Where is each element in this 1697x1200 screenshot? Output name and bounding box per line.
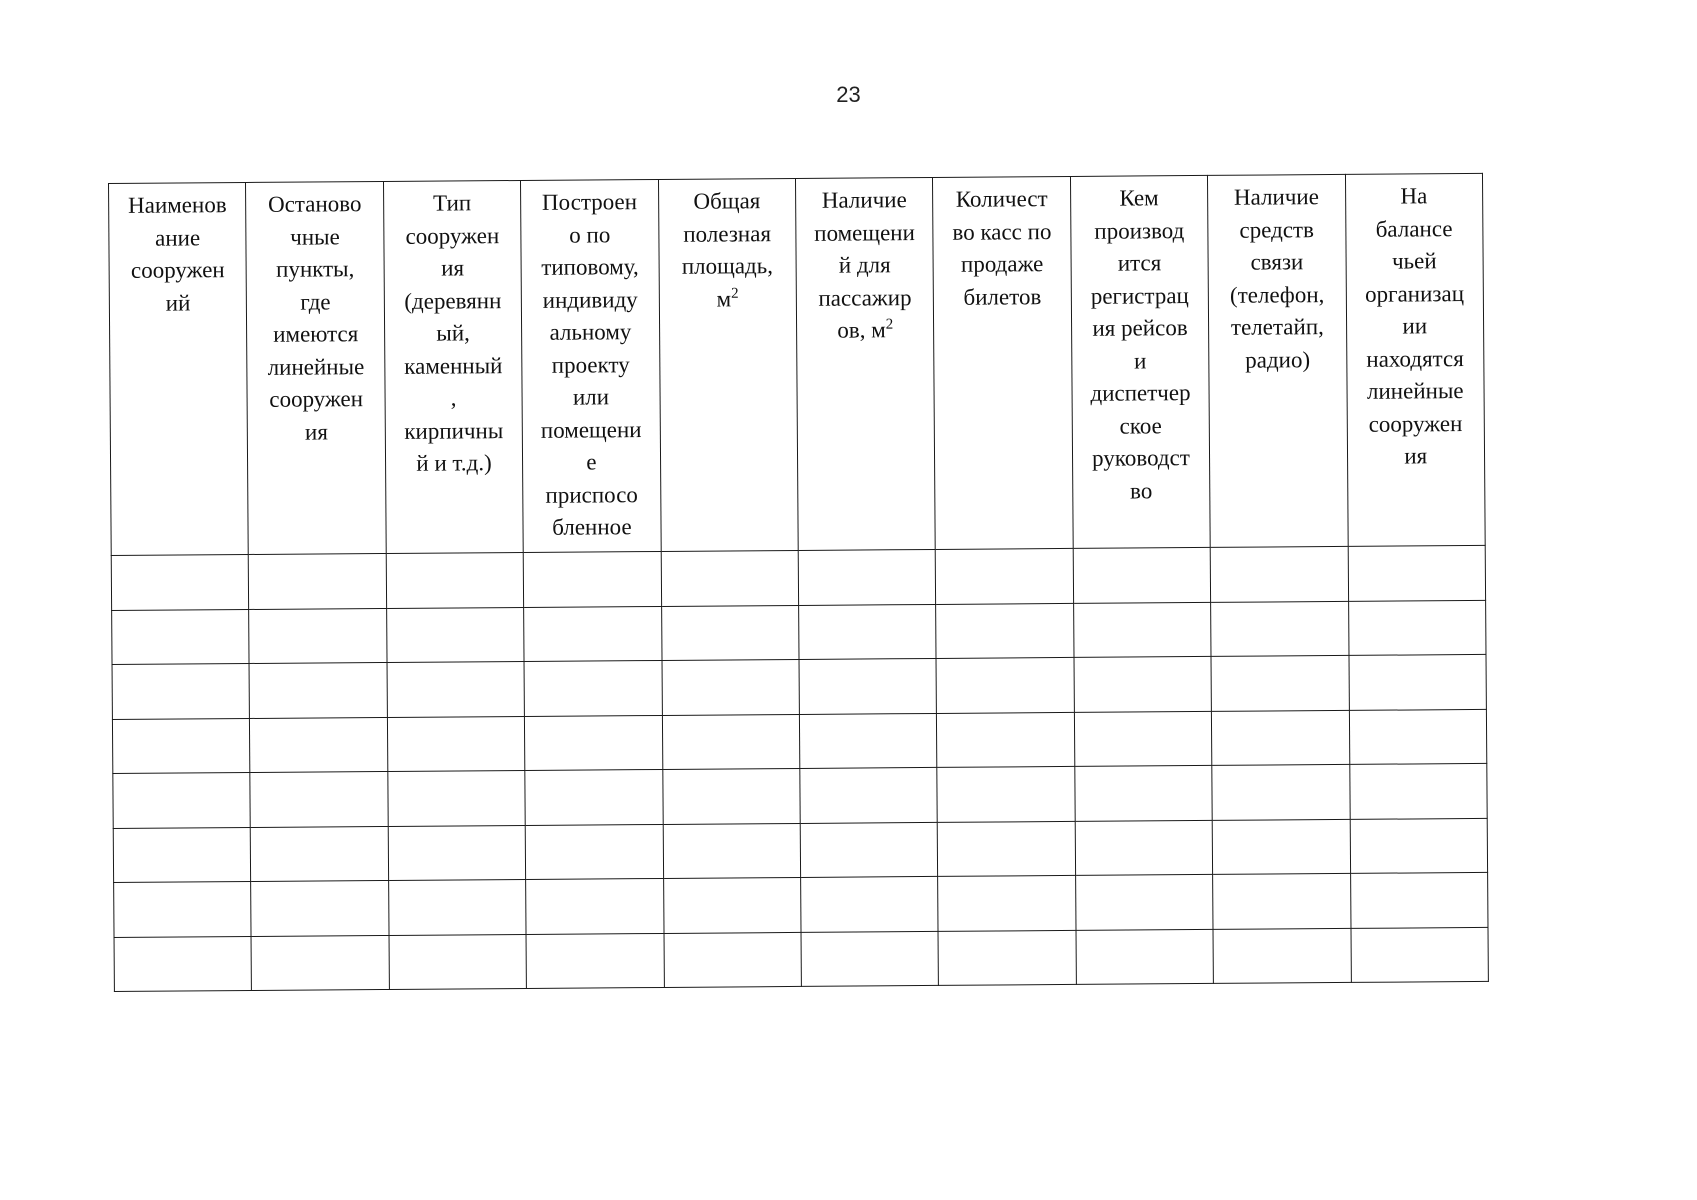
table-cell[interactable] (663, 823, 801, 879)
table-cell[interactable] (1210, 546, 1348, 602)
table-cell[interactable] (661, 605, 799, 661)
column-header-stops: Останово чные пункты, где имеются линейные сооружен ия (246, 181, 386, 554)
table-row (112, 709, 1486, 774)
table-cell[interactable] (249, 608, 387, 664)
table-cell[interactable] (524, 606, 662, 662)
table-cell[interactable] (112, 663, 250, 719)
table-row (114, 927, 1488, 992)
table-cell[interactable] (523, 551, 661, 607)
table-cell[interactable] (387, 661, 525, 717)
table-cell[interactable] (799, 658, 937, 714)
table-cell[interactable] (1073, 602, 1211, 658)
unit-superscript: 2 (885, 316, 894, 333)
table-row (113, 818, 1487, 883)
table-body (111, 545, 1488, 991)
table-cell[interactable] (1351, 927, 1489, 983)
table-cell[interactable] (1075, 765, 1213, 821)
table-row (112, 600, 1486, 665)
table-cell[interactable] (937, 712, 1075, 768)
column-header-name: Наименов ание сооружен ий (109, 182, 249, 555)
table-cell[interactable] (388, 770, 526, 826)
table-cell[interactable] (936, 657, 1074, 713)
table-cell[interactable] (662, 659, 800, 715)
linear-structures-table (108, 173, 1489, 992)
table-header-row (109, 173, 1486, 555)
table-cell[interactable] (1349, 709, 1487, 765)
table-row (111, 545, 1485, 610)
table-cell[interactable] (1212, 764, 1350, 820)
table-cell[interactable] (251, 880, 389, 936)
table-cell[interactable] (1074, 656, 1212, 712)
table-cell[interactable] (526, 878, 664, 934)
table-cell[interactable] (250, 771, 388, 827)
table-cell[interactable] (801, 931, 939, 987)
form-table-container (108, 173, 1488, 992)
table-cell[interactable] (1075, 820, 1213, 876)
table-cell[interactable] (1213, 928, 1351, 984)
table-cell[interactable] (114, 936, 252, 992)
table-cell[interactable] (1073, 547, 1211, 603)
table-cell[interactable] (526, 933, 664, 989)
column-header-type: Тип сооружен ия (деревянн ый, каменный , кирпичны й и т.д.) (383, 180, 523, 553)
table-cell[interactable] (389, 934, 527, 990)
table-cell[interactable] (1348, 600, 1486, 656)
table-cell[interactable] (113, 827, 251, 883)
table-row (112, 654, 1486, 719)
table-cell[interactable] (1349, 763, 1487, 819)
table-cell[interactable] (524, 660, 662, 716)
table-cell[interactable] (251, 935, 389, 991)
table-cell[interactable] (801, 876, 939, 932)
table-cell[interactable] (799, 604, 937, 660)
table-cell[interactable] (800, 767, 938, 823)
table-cell[interactable] (664, 932, 802, 988)
table-row (113, 763, 1487, 828)
table-cell[interactable] (386, 552, 524, 608)
table-cell[interactable] (799, 713, 937, 769)
table-cell[interactable] (1074, 711, 1212, 767)
table-cell[interactable] (937, 766, 1075, 822)
unit-superscript: 2 (731, 285, 739, 302)
table-cell[interactable] (1212, 710, 1350, 766)
table-cell[interactable] (800, 822, 938, 878)
table-cell[interactable] (1211, 601, 1349, 657)
column-header-balance: На балансе чьей организац ии находятся линейные сооружен ия (1345, 173, 1485, 546)
table-cell[interactable] (1349, 654, 1487, 710)
table-cell[interactable] (250, 717, 388, 773)
table-cell[interactable] (661, 550, 799, 606)
table-cell[interactable] (111, 554, 249, 610)
table-cell[interactable] (938, 875, 1076, 931)
table-cell[interactable] (1211, 655, 1349, 711)
table-cell[interactable] (938, 930, 1076, 986)
table-cell[interactable] (113, 772, 251, 828)
table-cell[interactable] (112, 609, 250, 665)
table-cell[interactable] (936, 603, 1074, 659)
table-cell[interactable] (525, 824, 663, 880)
table-cell[interactable] (388, 879, 526, 935)
table-cell[interactable] (662, 768, 800, 824)
table-cell[interactable] (251, 826, 389, 882)
table-cell[interactable] (114, 881, 252, 937)
column-header-communication: Наличие средств связи (телефон, телетайп, радио) (1208, 174, 1348, 547)
table-cell[interactable] (1075, 874, 1213, 930)
table-cell[interactable] (938, 821, 1076, 877)
column-header-passenger-rooms: Наличие помещени й для пассажир ов, $м^2$ (795, 177, 935, 550)
table-cell[interactable] (1212, 819, 1350, 875)
table-cell[interactable] (936, 548, 1074, 604)
page-number: 23 (836, 82, 861, 107)
table-cell[interactable] (249, 662, 387, 718)
column-header-area: Общая полезная площадь, $м^2$ (658, 178, 798, 551)
table-cell[interactable] (386, 607, 524, 663)
table-cell[interactable] (387, 716, 525, 772)
column-header-project: Построен о по типовому, индивиду альному проекту или помещени е приспосо бленное (521, 179, 661, 552)
column-header-registration: Кем производ ится регистрац ия рейсов и диспетчер ское руководст во (1070, 175, 1210, 548)
table-cell[interactable] (662, 714, 800, 770)
table-cell[interactable] (1348, 545, 1486, 601)
table-cell[interactable] (1213, 873, 1351, 929)
table-cell[interactable] (1350, 818, 1488, 874)
table-cell[interactable] (525, 769, 663, 825)
table-cell[interactable] (1076, 929, 1214, 985)
table-cell[interactable] (388, 825, 526, 881)
table-cell[interactable] (112, 718, 250, 774)
table-cell[interactable] (249, 553, 387, 609)
table-row (114, 872, 1488, 937)
column-header-ticket-offices: Количест во касс по продаже билетов (933, 176, 1073, 549)
table-cell[interactable] (525, 715, 663, 771)
table-cell[interactable] (663, 877, 801, 933)
table-cell[interactable] (1350, 872, 1488, 928)
table-cell[interactable] (798, 549, 936, 605)
